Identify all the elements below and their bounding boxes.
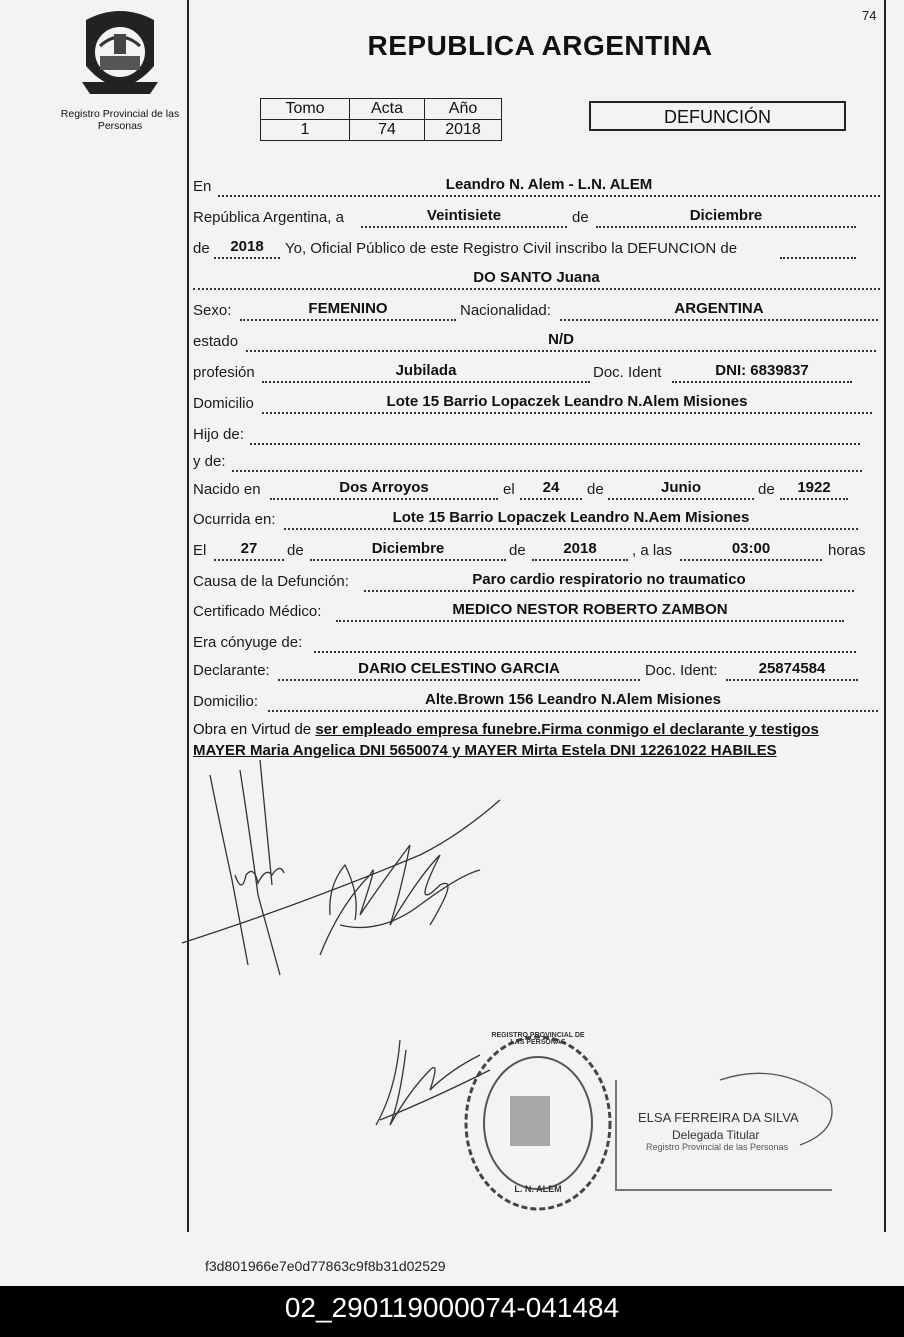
label-sexo: Sexo: xyxy=(193,302,232,319)
field-y-de xyxy=(232,452,862,472)
round-stamp-top: REGISTRO PROVINCIAL DE LAS PERSONAS xyxy=(491,1032,585,1046)
label-conyuge: Era cónyuge de: xyxy=(193,634,303,651)
field-ocurrida-en: Lote 15 Barrio Lopaczek Leandro N.Aem Misiones xyxy=(284,510,858,530)
tomo-header: Tomo xyxy=(261,99,350,120)
label-profesion: profesión xyxy=(193,364,255,381)
round-stamp xyxy=(458,1028,618,1218)
anio-value: 2018 xyxy=(425,120,502,141)
obra-line-2: MAYER Maria Angelica DNI 5650074 y MAYER Mirta Estela DNI 12261022 HABILES xyxy=(193,742,777,759)
field-dia-defuncion: 27 xyxy=(214,541,284,561)
province-seal xyxy=(78,6,162,100)
label-causa: Causa de la Defunción: xyxy=(193,573,349,590)
label-y-de: y de: xyxy=(193,453,226,470)
label-de-5: de xyxy=(287,542,304,559)
field-nacionalidad: ARGENTINA xyxy=(560,301,878,321)
acta-header: Acta xyxy=(350,99,425,120)
official-role: Delegada Titular xyxy=(672,1128,760,1142)
field-anio-inscripcion: 2018 xyxy=(214,239,280,259)
field-anio-defuncion: 2018 xyxy=(532,541,628,561)
label-de-4: de xyxy=(758,481,775,498)
label-nacionalidad: Nacionalidad: xyxy=(460,302,551,319)
field-certificado: MEDICO NESTOR ROBERTO ZAMBON xyxy=(336,602,844,622)
field-anio-nacimiento: 1922 xyxy=(780,480,848,500)
field-domicilio-declarante: Alte.Brown 156 Leandro N.Alem Misiones xyxy=(268,692,878,712)
label-ocurrida-en: Ocurrida en: xyxy=(193,511,276,528)
field-doc-declarante: 25874584 xyxy=(726,661,858,681)
label-el-cap: El xyxy=(193,542,207,559)
label-de-3: de xyxy=(587,481,604,498)
field-mes-defuncion: Diciembre xyxy=(310,541,506,561)
label-declarante: Declarante: xyxy=(193,662,270,679)
right-margin-line xyxy=(884,0,886,1232)
label-a-las: , a las xyxy=(632,542,673,559)
official-office: Registro Provincial de las Personas xyxy=(646,1142,789,1152)
field-lugar: Leandro N. Alem - L.N. ALEM xyxy=(218,177,880,197)
field-blank-1 xyxy=(780,239,856,259)
label-certificado: Certificado Médico: xyxy=(193,603,322,620)
anio-header: Año xyxy=(425,99,502,120)
footer-code: 02_290119000074-041484 xyxy=(0,1286,904,1337)
label-de-2: de xyxy=(193,240,210,257)
label-horas: horas xyxy=(828,542,866,559)
field-estado: N/D xyxy=(246,332,876,352)
field-hijo-de xyxy=(250,425,860,445)
page-number: 74 xyxy=(862,8,877,23)
field-documento: DNI: 6839837 xyxy=(672,363,852,383)
registry-name: Registro Provincial de las Personas xyxy=(60,108,180,132)
label-de-1: de xyxy=(572,209,589,226)
obra-line-1: ser empleado empresa funebre.Firma conmigo el declarante y testigos xyxy=(315,721,819,738)
label-de-6: de xyxy=(509,542,526,559)
label-domicilio: Domicilio xyxy=(193,395,254,412)
field-dia-nacimiento: 24 xyxy=(520,480,582,500)
label-estado: estado xyxy=(193,333,239,350)
label-yo: Yo, Oficial Público de este Registro Civil inscribo la DEFUNCION de xyxy=(285,240,738,257)
label-republica: República Argentina, a xyxy=(193,209,344,226)
field-hora: 03:00 xyxy=(680,541,822,561)
field-sexo: FEMENINO xyxy=(240,301,456,321)
official-stamp xyxy=(610,1070,838,1200)
label-doc-ident: Doc. Ident xyxy=(593,364,662,381)
document-hash: f3d801966e7e0d77863c9f8b31d02529 xyxy=(205,1258,446,1274)
field-declarante: DARIO CELESTINO GARCIA xyxy=(278,661,640,681)
acta-value: 74 xyxy=(350,120,425,141)
label-nacido-en: Nacido en xyxy=(193,481,261,498)
field-mes-nacimiento: Junio xyxy=(608,480,754,500)
field-profesion: Jubilada xyxy=(262,363,590,383)
label-en: En xyxy=(193,178,212,195)
label-el: el xyxy=(503,481,515,498)
official-name: ELSA FERREIRA DA SILVA xyxy=(638,1110,799,1125)
left-margin-line xyxy=(187,0,189,1232)
signatures xyxy=(180,755,510,985)
field-conyuge xyxy=(314,633,856,653)
field-domicilio: Lote 15 Barrio Lopaczek Leandro N.Alem Misiones xyxy=(262,394,872,414)
round-stamp-bottom: L. N. ALEM xyxy=(514,1184,562,1194)
label-obra: Obra en Virtud de xyxy=(193,721,312,738)
label-hijo-de: Hijo de: xyxy=(193,426,244,443)
field-mes-inscripcion: Diciembre xyxy=(596,208,856,228)
field-dia-inscripcion: Veintisiete xyxy=(361,208,567,228)
tomo-value: 1 xyxy=(261,120,350,141)
record-number-table xyxy=(260,98,502,141)
label-domicilio-2: Domicilio: xyxy=(193,693,259,710)
record-type-box: DEFUNCIÓN xyxy=(589,101,846,131)
field-lugar-nacimiento: Dos Arroyos xyxy=(270,480,498,500)
field-nombre: DO SANTO Juana xyxy=(193,270,880,290)
label-doc-ident-2: Doc. Ident: xyxy=(645,662,718,679)
field-causa: Paro cardio respiratorio no traumatico xyxy=(364,572,854,592)
document-title: REPUBLICA ARGENTINA xyxy=(367,30,713,61)
